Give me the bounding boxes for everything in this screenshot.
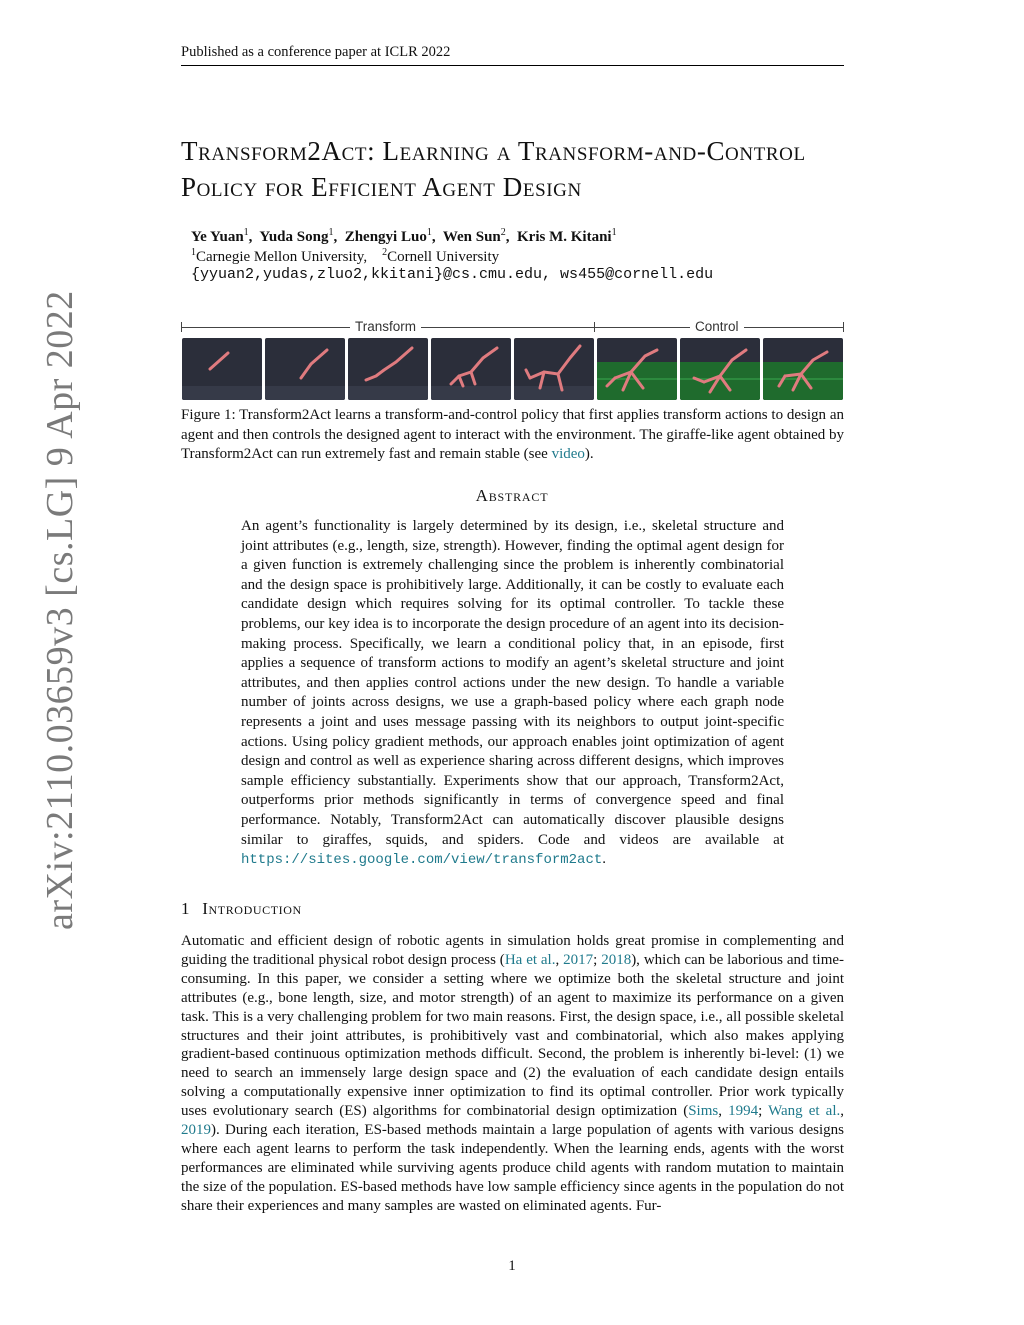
running-header: Published as a conference paper at ICLR 2022 (181, 44, 451, 60)
citation-link[interactable]: 2019 (181, 1122, 211, 1139)
figure-frame-8 (763, 338, 843, 400)
author-affiliation-mark: 1 (611, 227, 617, 238)
introduction-paragraph: Automatic and efficient design of robotic agents in simulation holds great promise in complementing and guiding the traditional physical robot design process (Ha et al., 2017; 2018), which can be laborious and time-consuming. In this paper, we consider a setting where we optimize both the skeletal structure and joint attributes (e.g., bone length, size, and motor strength) of an agent to maximize its performance on a given task. This is a very challenging problem for two main reasons. First, the design space, i.e., all possible skeletal structures and their joint attributes, is prohibitively vast and combinatorial, which also makes applying gradient-based continuous optimization methods difficult. Second, the problem is inherently bi-level: (1) we need to search an immensely large design space and (2) the evaluation of each candidate design entails solving a computationally expensive inner optimization to find its optimal controller. Prior work typically uses evolutionary search (ES) algorithms for combinatorial design optimization (Sims, 1994; Wang et al., 2019). During each iteration, ES-based methods maintain a large population of agents with various designs where each agent learns to perform the task independently. When the learning ends, agents with the worst performances are eliminated while surviving agents produce child agents with random mutation to maintain the size of the population. ES-based methods have low sample efficiency since agents in the population do not share their experiences and many samples are wasted on eliminated agents. Fur- (181, 933, 845, 1214)
author-affiliation-mark: 1 (243, 227, 249, 238)
author-affiliation-mark: 1 (328, 227, 334, 238)
abstract-body: An agent’s functionality is largely determined by its design, i.e., skeletal structure and joint attributes (e.g., length, size, strength). However, finding the optimal agent design for a given function is extremely challenging since the problem is inherently combinatorial and the design space is prohibitively large. Additionally, it can be costly to evaluate each candidate design which requires solving for its optimal controller. To tackle these problems, our key idea is to incorporate the design procedure of an agent into its decision-making process. Specifically, we learn a conditional policy that, in an episode, first applies a sequence of transform actions to modify an agent’s skeletal structure and joint attributes, and then applies control actions under the new design. To handle a variable number of joints across designs, we use a graph-based policy where each graph node represents a joint and uses message passing with its neighbors to output joint-specific actions. Using policy gradient methods, our approach enables joint optimization of agent design and control as well as experience sharing across different designs, which improves sample efficiency substantially. Experiments show that our approach, Transform2Act, outperforms prior methods significantly in terms of convergence speed and final performance. Notably, Transform2Act can automatically discover plausible designs similar to giraffes, squids, and spiders. Code and videos are available at https://sites.google.com/view/transform2act. (241, 518, 784, 869)
author-name: Ye Yuan (191, 229, 244, 245)
citation-link[interactable]: Ha et al. (504, 951, 556, 968)
author-name: Kris M. Kitani (517, 229, 612, 245)
project-url-link[interactable]: https://sites.google.com/view/transform2act (241, 852, 603, 869)
author-name: Yuda Song (259, 229, 329, 245)
figure-bracket-tick (843, 322, 844, 332)
citation-link[interactable]: 2018 (601, 951, 632, 968)
section-number: 1 (181, 899, 190, 918)
affiliation-name: Carnegie Mellon University, (196, 249, 368, 265)
author-affiliation-mark: 1 (426, 227, 432, 238)
affiliations: $^1$Carnegie Mellon University, $^2$Cornell University (191, 247, 500, 265)
citation-link[interactable]: 1994 (728, 1103, 759, 1120)
citation-link[interactable]: Wang et al. (768, 1103, 841, 1120)
author-affiliation-mark: 2 (500, 227, 506, 238)
transform-phase-label: Transform (350, 319, 421, 334)
figure-frame-4 (431, 338, 511, 400)
abstract-heading: Abstract (475, 486, 549, 505)
citation-link[interactable]: Sims (688, 1103, 719, 1120)
video-link[interactable]: video (551, 446, 585, 462)
author-list: Ye Yuan$^1$, Yuda Song$^1$, Zhengyi Luo$^1$, Wen Sun$^2$, Kris M. Kitani$^1$ (191, 227, 617, 245)
citation-link[interactable]: 2017 (563, 951, 594, 968)
author-emails: {yyuan2,yudas,zluo2,kkitani}@cs.cmu.edu, ws455@cornell.edu (191, 266, 714, 283)
figure-frame-2 (265, 338, 345, 400)
paper-title: Transform2Act: Learning a Transform-and-Control Policy for Efficient Agent Design (181, 136, 806, 202)
affiliation-name: Cornell University (387, 249, 500, 265)
figure-frame-1 (182, 338, 262, 400)
figure-frame-3 (348, 338, 428, 400)
figure-frame-6 (597, 338, 677, 400)
section-heading (181, 899, 302, 919)
page-number: 1 (508, 1258, 516, 1274)
arxiv-identifier-stamp: arXiv:2110.03659v3 [cs.LG] 9 Apr 2022 (39, 290, 81, 930)
figure-caption: Figure 1: Transform2Act learns a transform-and-control policy that first applies transform actions to design an agent and then controls the designed agent to interact with the environment. The giraffe-like agent obtained by Transform2Act can run extremely fast and remain stable (see video). (181, 407, 844, 462)
header-rule (181, 65, 844, 66)
author-name: Zhengyi Luo (344, 229, 427, 245)
figure-frame-5 (514, 338, 594, 400)
figure-frame-7 (680, 338, 760, 400)
section-title: Introduction (202, 899, 302, 918)
control-phase-label: Control (690, 319, 744, 334)
author-name: Wen Sun (442, 229, 501, 245)
